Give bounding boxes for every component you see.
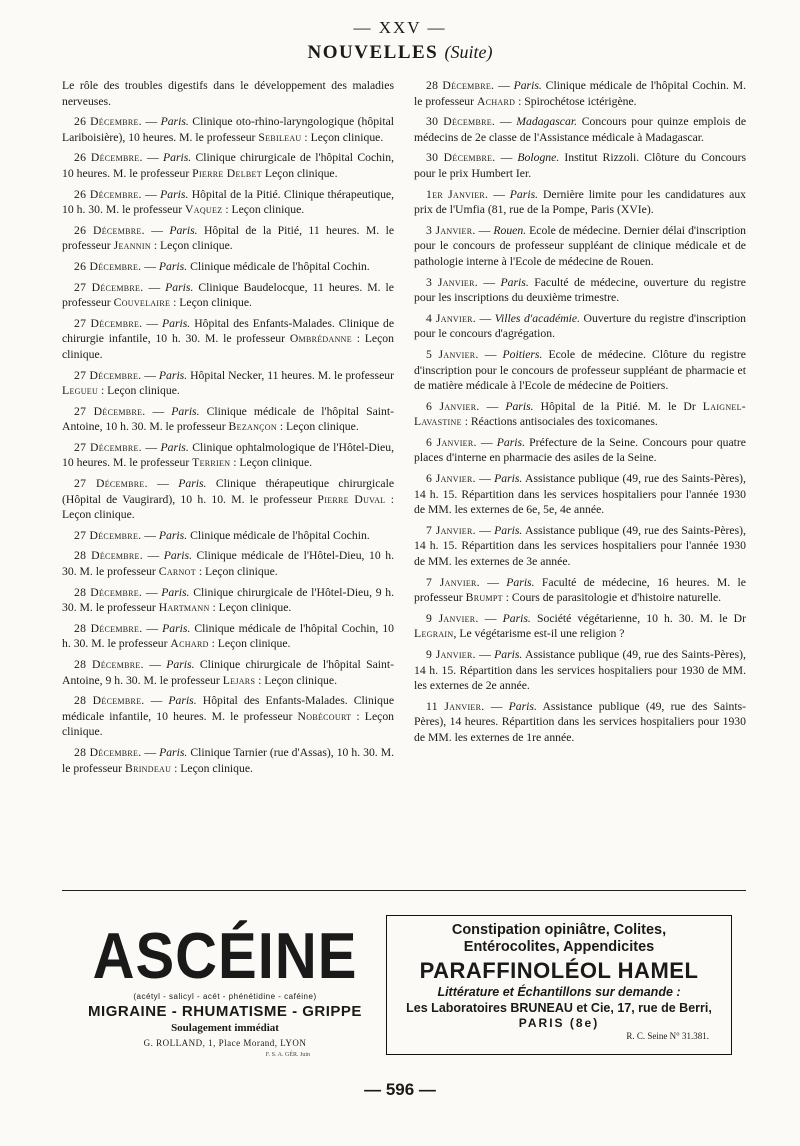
news-subject: : Leçon clinique. <box>209 601 292 615</box>
news-subject: : Leçon clinique. <box>301 130 384 144</box>
news-place: Paris. <box>160 115 189 129</box>
news-date: 26 Décembre. <box>74 115 142 129</box>
news-date: 27 Décembre. <box>74 280 144 294</box>
news-date: 27 Décembre. <box>74 528 142 542</box>
news-date: 27 Décembre. <box>74 440 142 454</box>
news-date: 27 Décembre. <box>74 404 146 418</box>
news-item: 26 Décembre. — Paris. Hôpital de la Pitié. Clinique thérapeutique, 10 h. 30. M. le professeur Vaquez : Leçon clinique. <box>62 187 395 217</box>
news-date: 5 Janvier. <box>426 347 479 361</box>
news-text: Assistance publique (49, rue des Saints-Pères), 14 heures. Répartition dans les services hospitaliers pour 1930 de MM. les externes de 1re année. <box>414 699 747 744</box>
news-text: Clinique médicale de l'hôpital Saint-Antoine, 10 h. 30. M. le professeur <box>62 404 395 434</box>
news-item: 6 Janvier. — Paris. Préfecture de la Seine. Concours pour quatre places d'interne en pharmacie des asiles de la Seine. <box>414 435 746 465</box>
news-text: Hôpital Necker, 11 heures. M. le professeur <box>190 368 395 382</box>
news-text: Clinique médicale de l'hôpital Cochin. <box>190 259 370 273</box>
news-place: Paris. <box>506 575 535 589</box>
news-item: 9 Janvier. — Paris. Société végétarienne, 10 h. 30. M. le Dr Legrain, Le végétarisme est-il une religion ? <box>414 611 746 641</box>
news-date: 26 Décembre. <box>74 223 145 237</box>
news-place: Paris. <box>508 699 537 713</box>
professor-name: Jeannin <box>113 239 151 253</box>
professor-name: Lejars <box>222 673 256 687</box>
news-place: Poitiers. <box>502 347 543 361</box>
news-subject: : Leçon clinique. <box>98 384 180 398</box>
professor-name: Brindeau <box>124 761 172 775</box>
page-header <box>0 18 800 64</box>
news-text: Ouverture du registre d'inscription pour le concours d'agrégation. <box>414 311 747 341</box>
news-subject: : Leçon clinique. <box>208 637 291 651</box>
right-column <box>414 78 746 781</box>
news-place: Paris. <box>162 151 192 165</box>
news-item: 27 Décembre. — Paris. Hôpital des Enfants-Malades. Clinique de chirurgie infantile, 10 h. 30. M. le professeur Ombrédanne : Leçon clinique. <box>62 316 395 361</box>
asceine-advertisement <box>80 920 370 1072</box>
news-date: 28 Décembre. <box>426 79 495 92</box>
news-subject: : Leçon clinique. <box>171 761 253 775</box>
professor-name: Hartmann <box>158 601 210 615</box>
news-item: 28 Décembre. — Paris. Clinique médicale de l'Hôtel-Dieu, 10 h. 30. M. le professeur Carnot : Leçon clinique. <box>62 549 395 579</box>
news-item: 30 Décembre. — Bologne. Institut Rizzoli. Clôture du Concours pour le prix Humbert Ier. <box>414 151 747 180</box>
news-place: Paris. <box>168 694 197 708</box>
professor-name: Achard <box>170 637 209 651</box>
news-date: 26 Décembre. <box>74 259 142 273</box>
news-text: Hôpital de la Pitié. Clinique thérapeutique, 10 h. 30. M. le professeur <box>62 187 395 217</box>
news-place: Paris. <box>502 611 531 625</box>
news-place: Paris. <box>165 280 194 294</box>
paraffinoleol-advertisement <box>386 915 732 1055</box>
news-place: Bologne. <box>517 151 560 165</box>
news-text: Dernière limite pour les candidatures aux prix de l'Umfia (81, rue de la Pompe, Paris (XVIe). <box>414 187 747 217</box>
news-place: Paris. <box>171 404 200 418</box>
news-place: Paris. <box>160 187 189 201</box>
left-column <box>62 78 394 781</box>
paraffinoleol-laboratories: Les Laboratoires BRUNEAU et Cie, 17, rue de Berri, <box>406 1001 712 1015</box>
news-item: 1er Janvier. — Paris. Dernière limite pour les candidatures aux prix de l'Umfia (81, rue de la Pompe, Paris (XVIe). <box>414 187 747 217</box>
asceine-reference: F. S. A. GÉR. Juin <box>265 1052 310 1058</box>
news-date: 6 Janvier. <box>426 435 477 449</box>
news-text: Assistance publique (49, rue des Saints-Pères), 14 h. 15. Répartition dans les services hospitaliers pour l'année 1930 de MM. les externes de 6e, 5e, 4e année. <box>414 472 746 517</box>
paraffinoleol-literature: Littérature et Échantillons sur demande : <box>437 985 681 999</box>
news-place: Paris. <box>161 585 190 599</box>
professor-name: Nobécourt <box>297 709 352 723</box>
news-text: Ecole de médecine. Dernier délai d'inscription pour le concours de professeur suppléant de clinique médicale et de pathologie interne à l'Ecole de médecine de Rouen. <box>414 223 747 268</box>
news-date: 26 Décembre. <box>74 151 143 165</box>
news-text: Clinique médicale de l'hôpital Cochin, 10 h. 30. M. le professeur <box>62 621 395 651</box>
news-subject: : Leçon clinique. <box>62 332 394 361</box>
news-subject: : Réactions antisociales des toxicomanes. <box>461 415 658 429</box>
news-date: 1er Janvier. <box>426 187 489 201</box>
news-text: Assistance publique (49, rue des Saints-Pères), 14 h. 15. Répartition dans les services hospitaliers pour l'année 1930 de MM. les externes de 3e année. <box>414 523 746 569</box>
asceine-brand: ASCÉINE <box>92 919 358 993</box>
news-date: 28 Décembre. <box>74 585 143 599</box>
title-suite: (Suite) <box>444 42 493 62</box>
news-date: 28 Décembre. <box>74 621 143 635</box>
news-text: Clinique chirurgicale de l'hôpital Cochin, 10 heures. M. le professeur <box>62 151 394 180</box>
professor-name: Achard <box>476 94 516 108</box>
news-place: Paris. <box>513 79 542 92</box>
news-item: 30 Décembre. — Madagascar. Concours pour quinze emplois de médecins de 2e classe de l'Assistance médicale à Madagascar. <box>414 115 747 144</box>
news-date: 28 Décembre. <box>74 549 143 563</box>
news-date: 28 Décembre. <box>74 745 142 759</box>
news-text: Clinique ophtalmologique de l'Hôtel-Dieu, 10 heures. M. le professeur <box>62 440 394 470</box>
professor-name: Bezançon <box>228 420 277 434</box>
news-date: 6 Janvier. <box>426 472 476 486</box>
news-item: 6 Janvier. — Paris. Assistance publique (49, rue des Saints-Pères), 14 h. 15. Répartition dans les services hospitaliers pour l'année 1930 de MM. les externes de 6e, 5e, 4e année. <box>414 472 746 517</box>
news-place: Villes d'académie. <box>494 311 580 325</box>
news-subject: : Leçon clinique. <box>195 565 278 579</box>
news-subject: : Leçon clinique. <box>62 709 395 739</box>
professor-name: Carnot <box>158 565 196 579</box>
news-item: 28 Décembre. — Paris. Clinique médicale de l'hôpital Cochin. M. le professeur Achard : Spirochétose ictérigène. <box>414 79 747 108</box>
news-text: Clinique Tarnier (rue d'Assas), 10 h. 30. M. le professeur <box>62 745 395 775</box>
news-place: Paris. <box>494 648 523 661</box>
news-date: 9 Janvier. <box>426 648 476 661</box>
news-place: Madagascar. <box>516 115 577 129</box>
news-subject: : Leçon clinique. <box>150 239 233 253</box>
asceine-indications: MIGRAINE - RHUMATISME - GRIPPE <box>88 1003 362 1020</box>
news-place: Paris. <box>496 435 525 449</box>
professor-name: Vaquez <box>185 203 223 217</box>
paraffinoleol-line1: Constipation opiniâtre, Colites, <box>451 922 667 938</box>
news-text: Clinique Baudelocque, 11 heures. M. le professeur <box>62 280 394 310</box>
news-item: 26 Décembre. — Paris. Clinique oto-rhino-laryngologique (hôpital Lariboisière), 10 heures. M. le professeur Sebileau : Leçon clinique. <box>62 115 395 144</box>
ads-divider <box>62 890 746 891</box>
news-date: 6 Janvier. <box>426 399 480 413</box>
news-item: 28 Décembre. — Paris. Hôpital des Enfants-Malades. Clinique médicale infantile, 10 heures. M. le professeur Nobécourt : Leçon clinique. <box>62 694 395 739</box>
news-place: Paris. <box>163 549 192 563</box>
news-item: 9 Janvier. — Paris. Assistance publique (49, rue des Saints-Pères), 14 h. 15. Répartition dans les services hospitaliers pour 1930 de MM. les externes de 2e année. <box>414 648 746 693</box>
asceine-laboratory: G. ROLLAND, 1, Place Morand, LYON <box>143 1038 307 1048</box>
news-subject: : Leçon clinique. <box>230 456 313 470</box>
news-item: 3 Janvier. — Rouen. Ecole de médecine. Dernier délai d'inscription pour le concours de professeur suppléant de clinique médicale et de pathologie interne à l'Ecole de médecine de Rouen. <box>414 223 747 268</box>
page-number: — 596 — <box>364 1080 436 1099</box>
news-subject: : Leçon clinique. <box>276 420 359 434</box>
news-item: 5 Janvier. — Poitiers. Ecole de médecine. Clôture du registre d'inscription pour le concours de professeur suppléant de pharmacie et de matière médicale à l'Ecole de médecine de Poitiers. <box>414 347 746 393</box>
news-place: Paris. <box>158 259 188 273</box>
news-date: 3 Janvier. <box>426 275 478 289</box>
professor-name: Brumpt <box>465 591 503 605</box>
news-item: 11 Janvier. — Paris. Assistance publique (49, rue des Saints-Pères), 14 heures. Répartition dans les services hospitaliers pour 1930 de MM. les externes de 1re année. <box>414 699 747 744</box>
news-item: 28 Décembre. — Paris. Clinique chirurgicale de l'hôpital Saint-Antoine, 9 h. 30. M. le professeur Lejars : Leçon clinique. <box>62 658 394 687</box>
paraffinoleol-registration: R. C. Seine N° 31.381. <box>626 1031 709 1041</box>
asceine-composition: (acétyl - salicyl - acét - phénétidine - caféine) <box>133 992 317 1001</box>
news-text: Concours pour quinze emplois de médecins de 2e classe de l'Assistance médicale à Madagascar. <box>414 115 747 144</box>
news-date: 7 Janvier. <box>426 575 480 589</box>
news-text: Faculté de médecine, 16 heures. M. le professeur <box>414 575 746 605</box>
news-date: 27 Décembre. <box>74 477 148 491</box>
news-date: 4 Janvier. <box>426 311 477 325</box>
news-place: Paris. <box>161 316 191 330</box>
paraffinoleol-city: PARIS (8e) <box>518 1016 600 1030</box>
news-subject: : Cours de parasitologie et d'histoire naturelle. <box>502 591 722 605</box>
news-place: Paris. <box>509 187 539 201</box>
news-text: Institut Rizzoli. Clôture du Concours pour le prix Humbert Ier. <box>414 151 747 180</box>
news-date: 9 Janvier. <box>426 611 479 625</box>
news-subject: : Spirochétose ictérigène. <box>515 94 637 108</box>
professor-name: Terrien <box>192 456 231 470</box>
news-text: Clinique thérapeutique chirurgicale (Hôpital de Vaugirard), 10 h. 10. M. le professeur <box>62 477 395 506</box>
news-date: 28 Décembre. <box>74 694 145 708</box>
news-date: 30 Décembre. <box>426 151 496 165</box>
news-place: Paris. <box>494 472 523 486</box>
news-item: 27 Décembre. — Paris. Clinique thérapeutique chirurgicale (Hôpital de Vaugirard), 10 h. 10. M. le professeur Pierre Duval : Leçon clinique. <box>62 477 395 522</box>
news-date: 27 Décembre. <box>74 316 143 330</box>
professor-name: Pierre Duval <box>317 492 386 506</box>
news-subject: : Leçon clinique. <box>170 296 252 310</box>
news-date: 7 Janvier. <box>426 523 476 537</box>
news-text: Clinique médicale de l'hôpital Cochin. M. le professeur <box>414 79 747 108</box>
news-text: Faculté de médecine, ouverture du registre pour les inscriptions du deuxième trimestre. <box>414 275 746 305</box>
news-subject: , Le végétarisme est-il une religion ? <box>453 627 625 641</box>
news-date: 30 Décembre. <box>426 115 496 129</box>
paraffinoleol-line2: Entérocolites, Appendicites <box>463 939 655 955</box>
asceine-relief: Soulagement immédiat <box>171 1022 279 1034</box>
news-subject: : Leçon clinique. <box>62 492 394 522</box>
news-text: Clinique chirurgicale de l'hôpital Saint-Antoine, 9 h. 30. M. le professeur <box>62 658 394 687</box>
news-date: 11 Janvier. <box>426 699 485 713</box>
news-item: 7 Janvier. — Paris. Faculté de médecine, 16 heures. M. le professeur Brumpt : Cours de parasitologie et d'histoire naturelle. <box>414 575 746 605</box>
news-item: 28 Décembre. — Paris. Clinique médicale de l'hôpital Cochin, 10 h. 30. M. le professeur Achard : Leçon clinique. <box>62 621 395 651</box>
news-item: 26 Décembre. — Paris. Hôpital de la Pitié, 11 heures. M. le professeur Jeannin : Leçon clinique. <box>62 223 395 253</box>
news-subject: : Leçon clinique. <box>255 673 337 687</box>
news-text: Préfecture de la Seine. Concours pour quatre places d'interne en pharmacie des asiles de la Seine. <box>414 435 746 465</box>
professor-name: Couvelaire <box>113 296 171 310</box>
news-item: 3 Janvier. — Paris. Faculté de médecine, ouverture du registre pour les inscriptions du deuxième trimestre. <box>414 275 746 305</box>
news-item: 6 Janvier. — Paris. Hôpital de la Pitié. M. le Dr Laignel-Lavastine : Réactions antisociales des toxicomanes. <box>414 399 746 429</box>
news-text: Assistance publique (49, rue des Saints-Pères), 14 h. 15. Répartition dans les services hospitaliers pour 1930 de MM. les externes de 2e année. <box>414 648 746 693</box>
news-place: Paris. <box>160 440 189 454</box>
news-item: 27 Décembre. — Paris. Clinique ophtalmologique de l'Hôtel-Dieu, 10 heures. M. le professeur Terrien : Leçon clinique. <box>62 440 394 470</box>
news-date: 3 Janvier. <box>426 223 476 237</box>
news-text: Hôpital des Enfants-Malades. Clinique de chirurgie infantile, 10 h. 30. M. le professeur <box>62 316 395 346</box>
news-item: 27 Décembre. — Paris. Clinique Baudelocque, 11 heures. M. le professeur Couvelaire : Leçon clinique. <box>62 280 394 310</box>
news-item: 27 Décembre. — Paris. Clinique médicale de l'hôpital Saint-Antoine, 10 h. 30. M. le professeur Bezançon : Leçon clinique. <box>62 404 395 434</box>
news-place: Paris. <box>158 368 188 382</box>
news-item: 26 Décembre. — Paris. Clinique chirurgicale de l'hôpital Cochin, 10 heures. M. le professeur Pierre Delbet Leçon clinique. <box>62 151 394 180</box>
news-date: 27 Décembre. <box>74 368 142 382</box>
news-item <box>62 78 394 109</box>
news-item: 28 Décembre. — Paris. Clinique chirurgicale de l'Hôtel-Dieu, 9 h. 30. M. le professeur Hartmann : Leçon clinique. <box>62 585 395 615</box>
news-item: 26 Décembre. — Paris. Clinique médicale de l'hôpital Cochin. <box>74 259 370 273</box>
news-text: Clinique oto-rhino-laryngologique (hôpital Lariboisière), 10 heures. M. le professeur <box>62 115 395 144</box>
news-text: Société végétarienne, 10 h. 30. M. le Dr <box>536 611 746 625</box>
news-place: Paris. <box>178 477 207 491</box>
news-columns <box>62 78 746 781</box>
news-place: Paris. <box>505 399 534 413</box>
professor-name: Sebileau <box>258 130 302 144</box>
news-item: 28 Décembre. — Paris. Clinique Tarnier (rue d'Assas), 10 h. 30. M. le professeur Brindeau : Leçon clinique. <box>62 745 395 775</box>
news-text: Clinique médicale de l'hôpital Cochin. <box>190 528 370 542</box>
news-item: 27 Décembre. — Paris. Clinique médicale de l'hôpital Cochin. <box>74 528 370 542</box>
professor-name: Legrain <box>414 627 454 641</box>
news-text: Hôpital de la Pitié. M. le Dr <box>540 399 696 413</box>
professor-name: Ombrédanne <box>289 332 352 346</box>
news-text: Hôpital des Enfants-Malades. Clinique médicale infantile, 10 heures. M. le professeur <box>62 694 395 723</box>
section-number: — XXV — <box>353 18 447 37</box>
news-subject: Leçon clinique. <box>261 166 338 180</box>
news-item: 7 Janvier. — Paris. Assistance publique (49, rue des Saints-Pères), 14 h. 15. Répartition dans les services hospitaliers pour l'année 1930 de MM. les externes de 3e année. <box>414 523 746 569</box>
news-text: Ecole de médecine. Clôture du registre d'inscription pour le concours de professeur suppléant de pharmacie et de matière médicale à l'Ecole de médecine de Poitiers. <box>414 347 746 393</box>
news-place: Paris. <box>162 621 191 635</box>
news-text: Clinique médicale de l'Hôtel-Dieu, 10 h. 30. M. le professeur <box>62 549 395 579</box>
news-date: 26 Décembre. <box>74 187 142 201</box>
news-place: Paris. <box>494 523 523 537</box>
news-place: Paris. <box>159 745 188 759</box>
news-place: Paris. <box>166 658 195 671</box>
news-place: Paris. <box>169 223 198 237</box>
professor-name: Laignel-Lavastine <box>414 399 746 429</box>
news-place: Rouen. <box>493 223 527 237</box>
news-subject: : Leçon clinique. <box>222 203 305 217</box>
news-place: Paris. <box>158 528 188 542</box>
title-text: NOUVELLES <box>307 42 439 63</box>
news-item: 27 Décembre. — Paris. Hôpital Necker, 11 heures. M. le professeur Legueu : Leçon clinique. <box>62 368 395 398</box>
news-text: Le rôle des troubles digestifs dans le développement des maladies nerveuses. <box>62 79 394 108</box>
professor-name: Legueu <box>62 384 99 398</box>
page-title <box>0 42 800 64</box>
news-date: 28 Décembre. <box>74 658 144 671</box>
news-text: Clinique chirurgicale de l'Hôtel-Dieu, 9 h. 30. M. le professeur <box>62 585 395 615</box>
professor-name: Pierre Delbet <box>192 166 262 180</box>
news-place: Paris. <box>500 275 529 289</box>
news-text: Hôpital de la Pitié, 11 heures. M. le professeur <box>62 223 395 253</box>
paraffinoleol-brand: PARAFFINOLÉOL HAMEL <box>419 958 699 983</box>
news-item: 4 Janvier. — Villes d'académie. Ouverture du registre d'inscription pour le concours d'agrégation. <box>414 311 747 341</box>
